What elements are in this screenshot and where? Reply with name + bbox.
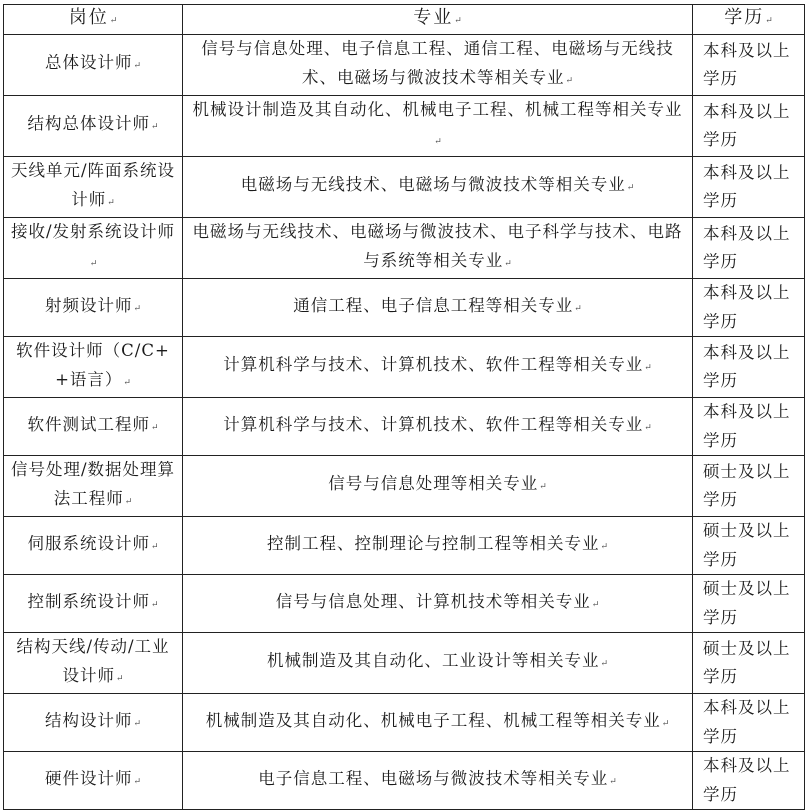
paragraph-mark-icon — [661, 711, 670, 730]
table-row — [4, 218, 805, 279]
header-position: 岗位 ↵ — [4, 5, 183, 35]
table-row — [4, 96, 805, 157]
major-cell: 通信工程、电子信息工程等相关专业 ↵ — [183, 279, 693, 337]
table-row — [4, 279, 805, 337]
table-row — [4, 337, 805, 398]
position-cell: 软件设计师（C/C++语言） ↵ — [4, 337, 183, 398]
education-cell: 硕士及以上学历 — [693, 575, 805, 633]
major-cell: 机械设计制造及其自动化、机械电子工程、机械工程等相关专业 ↵ — [183, 96, 693, 157]
table-row — [4, 752, 805, 810]
table-row — [4, 517, 805, 575]
paragraph-mark-icon — [503, 251, 512, 270]
paragraph-mark-icon — [453, 7, 462, 28]
position-cell: 信号处理/数据处理算法工程师 ↵ — [4, 456, 183, 517]
job-requirements-table — [3, 4, 805, 810]
education-cell: 本科及以上学历 — [693, 279, 805, 337]
paragraph-mark-icon — [764, 7, 773, 28]
paragraph-mark-icon — [626, 175, 635, 194]
education-cell: 本科及以上学历 — [693, 157, 805, 218]
paragraph-mark-icon — [132, 769, 141, 788]
table-row — [4, 633, 805, 694]
position-cell: 天线单元/阵面系统设计师 ↵ — [4, 157, 183, 218]
education-cell: 本科及以上学历 — [693, 752, 805, 810]
paragraph-mark-icon — [591, 592, 600, 611]
paragraph-mark-icon — [89, 251, 98, 270]
major-cell: 电子信息工程、电磁场与微波技术等相关专业 ↵ — [183, 752, 693, 810]
table-row — [4, 398, 805, 456]
major-cell: 计算机科学与技术、计算机技术、软件工程等相关专业 ↵ — [183, 337, 693, 398]
position-cell: 结构总体设计师 ↵ — [4, 96, 183, 157]
position-cell: 接收/发射系统设计师 ↵ — [4, 218, 183, 279]
education-cell: 本科及以上学历 — [693, 694, 805, 752]
paragraph-mark-icon — [106, 190, 115, 209]
paragraph-mark-icon — [124, 489, 133, 508]
position-cell: 总体设计师 ↵ — [4, 35, 183, 96]
paragraph-mark-icon — [573, 296, 582, 315]
major-cell: 信号与信息处理等相关专业 ↵ — [183, 456, 693, 517]
position-cell: 结构设计师 ↵ — [4, 694, 183, 752]
paragraph-mark-icon — [643, 355, 652, 374]
major-cell: 机械制造及其自动化、工业设计等相关专业 ↵ — [183, 633, 693, 694]
education-cell: 本科及以上学历 — [693, 337, 805, 398]
education-cell: 本科及以上学历 — [693, 35, 805, 96]
education-cell: 本科及以上学历 — [693, 218, 805, 279]
paragraph-mark-icon — [150, 114, 159, 133]
paragraph-mark-icon — [132, 711, 141, 730]
major-cell: 信号与信息处理、电子信息工程、通信工程、电磁场与无线技术、电磁场与微波技术等相关专业 ↵ — [183, 35, 693, 96]
education-cell: 本科及以上学历 — [693, 398, 805, 456]
paragraph-mark-icon — [433, 129, 442, 148]
paragraph-mark-icon — [599, 651, 608, 670]
paragraph-mark-icon — [564, 68, 573, 87]
table-row — [4, 35, 805, 96]
table-row — [4, 157, 805, 218]
position-cell: 结构天线/传动/工业设计师 ↵ — [4, 633, 183, 694]
header-major: 专业 ↵ — [183, 5, 693, 35]
position-cell: 软件测试工程师 ↵ — [4, 398, 183, 456]
major-cell: 电磁场与无线技术、电磁场与微波技术等相关专业 ↵ — [183, 157, 693, 218]
paragraph-mark-icon — [538, 474, 547, 493]
paragraph-mark-icon — [150, 534, 159, 553]
education-cell: 硕士及以上学历 — [693, 633, 805, 694]
major-cell: 机械制造及其自动化、机械电子工程、机械工程等相关专业 ↵ — [183, 694, 693, 752]
table-row — [4, 456, 805, 517]
education-cell: 本科及以上学历 — [693, 96, 805, 157]
paragraph-mark-icon — [608, 769, 617, 788]
header-education: 学历 ↵ — [693, 5, 805, 35]
paragraph-mark-icon — [150, 592, 159, 611]
position-cell: 射频设计师 ↵ — [4, 279, 183, 337]
table-header-row — [4, 5, 805, 35]
paragraph-mark-icon — [643, 415, 652, 434]
position-cell: 硬件设计师 ↵ — [4, 752, 183, 810]
paragraph-mark-icon — [599, 534, 608, 553]
table-row — [4, 694, 805, 752]
major-cell: 控制工程、控制理论与控制工程等相关专业 ↵ — [183, 517, 693, 575]
major-cell: 计算机科学与技术、计算机技术、软件工程等相关专业 ↵ — [183, 398, 693, 456]
paragraph-mark-icon — [122, 370, 131, 389]
position-cell: 控制系统设计师 ↵ — [4, 575, 183, 633]
position-cell: 伺服系统设计师 ↵ — [4, 517, 183, 575]
paragraph-mark-icon — [132, 53, 141, 72]
paragraph-mark-icon — [132, 296, 141, 315]
major-cell: 电磁场与无线技术、电磁场与微波技术、电子科学与技术、电路与系统等相关专业 ↵ — [183, 218, 693, 279]
education-cell: 硕士及以上学历 — [693, 517, 805, 575]
table-row — [4, 575, 805, 633]
paragraph-mark-icon — [150, 415, 159, 434]
education-cell: 硕士及以上学历 — [693, 456, 805, 517]
paragraph-mark-icon — [115, 666, 124, 685]
major-cell: 信号与信息处理、计算机技术等相关专业 ↵ — [183, 575, 693, 633]
paragraph-mark-icon — [109, 7, 118, 28]
